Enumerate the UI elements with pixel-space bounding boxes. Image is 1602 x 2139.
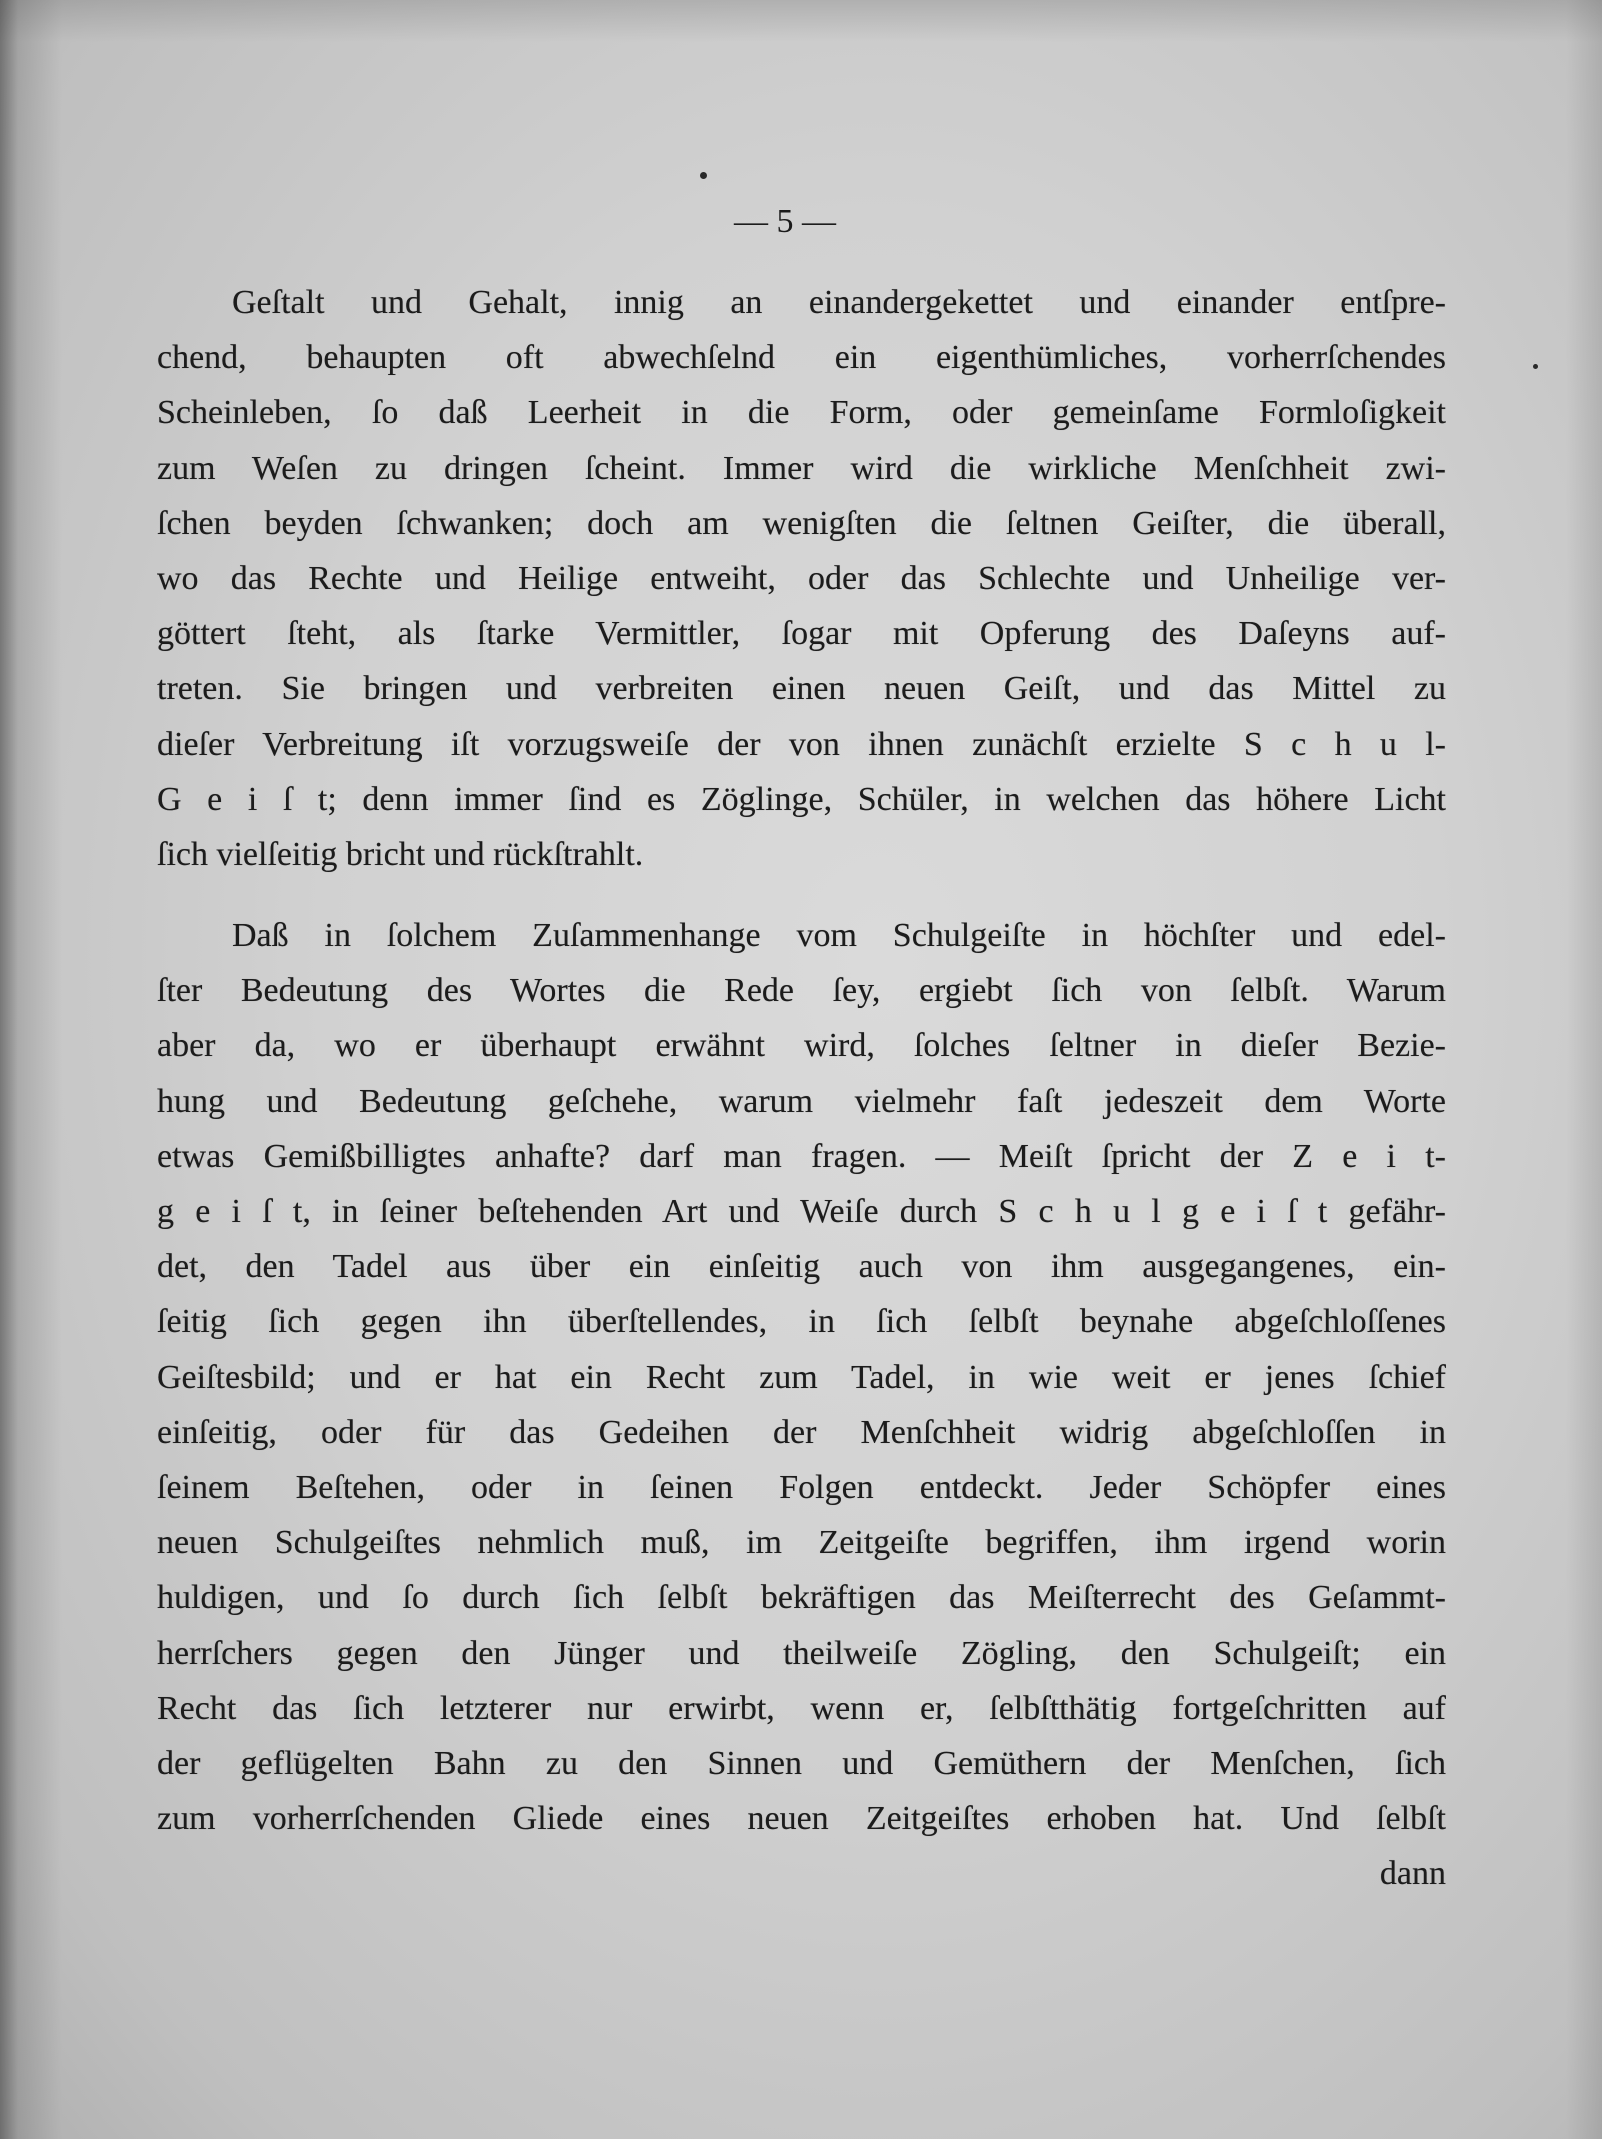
text-line: treten. Sie bringen und verbreiten einen neuen Geiſt, und das Mittel zu: [157, 670, 1446, 708]
paragraph: [157, 908, 1446, 1901]
text-line: göttert ſteht, als ſtarke Vermittler, ſogar mit Opferung des Daſeyns auf-: [157, 615, 1446, 653]
page-number: — 5 —: [734, 203, 836, 240]
text-line: neuen Schulgeiſtes nehmlich muß, im Zeitgeiſte begriffen, ihm irgend worin: [157, 1524, 1446, 1562]
text-line: chend, behaupten oft abwechſelnd ein eigenthümliches, vorherrſchendes: [157, 339, 1446, 377]
ink-speck: [1533, 364, 1538, 369]
text-line: Recht das ſich letzterer nur erwirbt, wenn er, ſelbſtthätig fortgeſchritten auf: [157, 1689, 1446, 1727]
text-line: det, den Tadel aus über ein einſeitig auch von ihm ausgegangenes, ein-: [157, 1248, 1446, 1286]
text-line: Daß in ſolchem Zuſammenhange vom Schulgeiſte in höchſter und edel-: [232, 917, 1446, 955]
catchword: dann: [1379, 1855, 1446, 1893]
text-line: etwas Gemißbilligtes anhafte? darf man fragen. — Meiſt ſpricht der Z e i t-: [157, 1137, 1446, 1175]
text-line: herrſchers gegen den Jünger und theilweiſe Zögling, den Schulgeiſt; ein: [157, 1634, 1446, 1672]
text-line: ſeinem Beſtehen, oder in ſeinen Folgen entdeckt. Jeder Schöpfer eines: [157, 1468, 1446, 1506]
text-line: ſchen beyden ſchwanken; doch am wenigſten die ſeltnen Geiſter, die überall,: [157, 504, 1446, 542]
text-line: g e i ſ t, in ſeiner beſtehenden Art und Weiſe durch S c h u l g e i ſ t gefähr-: [157, 1193, 1446, 1230]
text-line: Geſtalt und Gehalt, innig an einandergekettet und einander entſpre-: [232, 284, 1446, 321]
paragraph: [157, 275, 1446, 882]
text-line: G e i ſ t; denn immer ſind es Zöglinge, Schüler, in welchen das höhere Licht: [157, 780, 1446, 818]
text-line: hung und Bedeutung geſchehe, warum vielmehr faſt jedeszeit dem Worte: [157, 1082, 1446, 1120]
text-line: wo das Rechte und Heilige entweiht, oder das Schlechte und Unheilige ver-: [157, 559, 1446, 597]
text-line: ſich vielſeitig bricht und rückſtrahlt.: [157, 835, 644, 873]
text-line: Geiſtesbild; und er hat ein Recht zum Tadel, in wie weit er jenes ſchief: [157, 1358, 1446, 1396]
text-line: Scheinleben, ſo daß Leerheit in die Form, oder gemeinſame Formloſigkeit: [157, 394, 1446, 432]
text-line: huldigen, und ſo durch ſich ſelbſt bekräftigen das Meiſterrecht des Geſammt-: [157, 1579, 1446, 1617]
text-line: ſeitig ſich gegen ihn überſtellendes, in ſich ſelbſt beynahe abgeſchloſſenes: [157, 1303, 1446, 1341]
text-line: zum vorherrſchenden Gliede eines neuen Zeitgeiſtes erhoben hat. Und ſelbſt: [157, 1800, 1446, 1838]
text-line: der geflügelten Bahn zu den Sinnen und Gemüthern der Menſchen, ſich: [157, 1744, 1446, 1782]
text-line: ſter Bedeutung des Wortes die Rede ſey, ergiebt ſich von ſelbſt. Warum: [157, 972, 1446, 1010]
ink-speck: [700, 172, 707, 179]
text-line: dieſer Verbreitung iſt vorzugsweiſe der von ihnen zunächſt erzielte S c h u l-: [157, 725, 1446, 763]
text-line: aber da, wo er überhaupt erwähnt wird, ſolches ſeltner in dieſer Bezie-: [157, 1027, 1446, 1065]
text-line: einſeitig, oder für das Gedeihen der Menſchheit widrig abgeſchloſſen in: [157, 1413, 1446, 1451]
body-text: [157, 275, 1446, 1901]
text-line: zum Weſen zu dringen ſcheint. Immer wird die wirkliche Menſchheit zwi-: [157, 449, 1446, 487]
